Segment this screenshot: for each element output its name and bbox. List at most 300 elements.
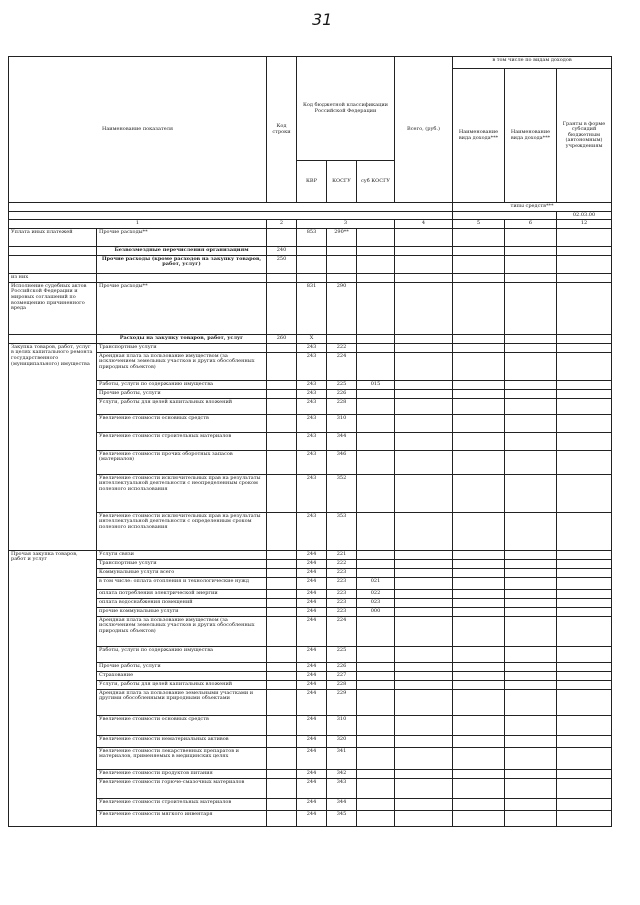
row-value-cell bbox=[505, 352, 557, 380]
header-budget-class: Код бюджетной классификации Российской Федерации bbox=[297, 57, 395, 161]
row-value-cell bbox=[557, 343, 612, 352]
row-value-cell bbox=[505, 414, 557, 432]
row-sub-kosgu bbox=[357, 512, 395, 550]
row-value-cell bbox=[557, 598, 612, 607]
table-row bbox=[9, 228, 612, 246]
table-row bbox=[9, 568, 612, 577]
row-kosgu: 224 bbox=[327, 352, 357, 380]
table-row bbox=[9, 282, 612, 334]
row-sub-kosgu bbox=[357, 255, 395, 273]
row-code bbox=[267, 646, 297, 662]
row-sub-kosgu bbox=[357, 414, 395, 432]
row-value-cell bbox=[505, 778, 557, 798]
row-value-cell bbox=[453, 273, 505, 282]
row-sub-kosgu bbox=[357, 671, 395, 680]
table-row bbox=[9, 398, 612, 414]
table-row bbox=[9, 577, 612, 589]
row-value-cell bbox=[453, 334, 505, 343]
row-code bbox=[267, 474, 297, 512]
row-code bbox=[267, 228, 297, 246]
row-value-cell bbox=[395, 398, 453, 414]
row-value-cell bbox=[453, 577, 505, 589]
row-value-cell bbox=[557, 550, 612, 559]
header-name-col: Наименование показателя bbox=[9, 57, 267, 203]
row-value-cell bbox=[453, 512, 505, 550]
row-kvr: 244 bbox=[297, 810, 327, 826]
row-value-cell bbox=[395, 474, 453, 512]
row-value-cell bbox=[453, 735, 505, 747]
row-kvr: 243 bbox=[297, 512, 327, 550]
row-value-cell bbox=[557, 646, 612, 662]
row-name: Прочие расходы** bbox=[97, 228, 267, 246]
row-sub-kosgu bbox=[357, 474, 395, 512]
row-value-cell bbox=[453, 778, 505, 798]
table-row bbox=[9, 414, 612, 432]
table-row bbox=[9, 559, 612, 568]
row-name: Страхование bbox=[97, 671, 267, 680]
row-sub-kosgu bbox=[357, 246, 395, 255]
row-kvr: 243 bbox=[297, 450, 327, 474]
row-name: Увеличение стоимости основных средств bbox=[97, 715, 267, 735]
row-value-cell bbox=[453, 282, 505, 334]
header-code-col: Код строки bbox=[267, 57, 297, 203]
row-kosgu: 344 bbox=[327, 798, 357, 810]
row-kosgu: 224 bbox=[327, 616, 357, 646]
row-value-cell bbox=[395, 798, 453, 810]
row-value-cell bbox=[505, 228, 557, 246]
row-value-cell bbox=[557, 389, 612, 398]
row-value-cell bbox=[557, 334, 612, 343]
row-sub-kosgu bbox=[357, 616, 395, 646]
row-value-cell bbox=[505, 589, 557, 598]
row-kosgu: 225 bbox=[327, 380, 357, 389]
row-value-cell bbox=[453, 798, 505, 810]
row-kvr: 244 bbox=[297, 577, 327, 589]
row-sub-kosgu bbox=[357, 334, 395, 343]
row-kvr: 244 bbox=[297, 616, 327, 646]
row-kosgu: 227 bbox=[327, 671, 357, 680]
row-kvr bbox=[297, 255, 327, 273]
row-value-cell bbox=[505, 689, 557, 715]
row-value-cell bbox=[557, 474, 612, 512]
row-value-cell bbox=[395, 735, 453, 747]
row-value-cell bbox=[453, 616, 505, 646]
row-kvr bbox=[297, 246, 327, 255]
row-sub-kosgu bbox=[357, 389, 395, 398]
row-kosgu: 341 bbox=[327, 747, 357, 769]
row-kosgu: 344 bbox=[327, 432, 357, 450]
table-row bbox=[9, 616, 612, 646]
row-value-cell bbox=[505, 450, 557, 474]
table-row bbox=[9, 598, 612, 607]
row-name: Увеличение стоимости исключительных прав на результаты интеллектуальной деятельности с неопределенным сроком полезного использования bbox=[97, 474, 267, 512]
row-value-cell bbox=[395, 598, 453, 607]
row-sub-kosgu bbox=[357, 398, 395, 414]
table-row bbox=[9, 769, 612, 778]
row-kosgu: 342 bbox=[327, 769, 357, 778]
row-sub-kosgu bbox=[357, 747, 395, 769]
row-value-cell bbox=[453, 474, 505, 512]
row-kvr: 831 bbox=[297, 282, 327, 334]
col-number: 6 bbox=[505, 220, 557, 229]
row-value-cell bbox=[557, 282, 612, 334]
row-value-cell bbox=[505, 577, 557, 589]
row-kosgu bbox=[327, 246, 357, 255]
table-row bbox=[9, 389, 612, 398]
row-value-cell bbox=[453, 598, 505, 607]
row-kvr: 244 bbox=[297, 662, 327, 671]
row-value-cell bbox=[395, 577, 453, 589]
row-value-cell bbox=[505, 598, 557, 607]
row-value-cell bbox=[453, 343, 505, 352]
row-kosgu bbox=[327, 273, 357, 282]
row-code: 250 bbox=[267, 255, 297, 273]
row-kvr bbox=[297, 273, 327, 282]
header-grants-col: Гранты в форме субсидий бюджетным (автономным) учреждениям bbox=[557, 69, 612, 203]
row-group-label bbox=[9, 255, 97, 273]
row-kosgu: 223 bbox=[327, 607, 357, 616]
row-value-cell bbox=[557, 246, 612, 255]
column-numbers-row bbox=[9, 220, 612, 229]
row-name: Услуги, работы для целей капитальных вложений bbox=[97, 680, 267, 689]
row-kvr: X bbox=[297, 334, 327, 343]
row-kvr: 244 bbox=[297, 568, 327, 577]
row-value-cell bbox=[395, 671, 453, 680]
table-row bbox=[9, 778, 612, 798]
row-sub-kosgu bbox=[357, 568, 395, 577]
row-kosgu: 221 bbox=[327, 550, 357, 559]
row-name: оплата потребления электрической энергии bbox=[97, 589, 267, 598]
row-value-cell bbox=[395, 343, 453, 352]
row-value-cell bbox=[505, 550, 557, 559]
table-row bbox=[9, 798, 612, 810]
row-code bbox=[267, 550, 297, 559]
row-value-cell bbox=[453, 559, 505, 568]
row-sub-kosgu bbox=[357, 735, 395, 747]
row-value-cell bbox=[395, 255, 453, 273]
row-value-cell bbox=[505, 246, 557, 255]
row-value-cell bbox=[395, 810, 453, 826]
row-value-cell bbox=[453, 646, 505, 662]
row-value-cell bbox=[453, 228, 505, 246]
row-group-label: Закупка товаров, работ, услуг в целях капитального ремонта государственного (муниципального) имущества bbox=[9, 343, 97, 550]
table-row bbox=[9, 680, 612, 689]
row-kosgu: 310 bbox=[327, 715, 357, 735]
table-row bbox=[9, 255, 612, 273]
row-name: оплата водоснабжения помещений bbox=[97, 598, 267, 607]
row-code bbox=[267, 352, 297, 380]
row-value-cell bbox=[453, 352, 505, 380]
table-row bbox=[9, 432, 612, 450]
row-sub-kosgu bbox=[357, 689, 395, 715]
row-value-cell bbox=[453, 671, 505, 680]
row-value-cell bbox=[557, 559, 612, 568]
row-name: Работы, услуги по содержанию имущества bbox=[97, 646, 267, 662]
row-kvr: 244 bbox=[297, 680, 327, 689]
row-value-cell bbox=[453, 450, 505, 474]
row-name: прочие коммунальные услуги bbox=[97, 607, 267, 616]
row-code bbox=[267, 662, 297, 671]
row-group-label: из них bbox=[9, 273, 97, 282]
row-kosgu: 229 bbox=[327, 689, 357, 715]
row-code bbox=[267, 778, 297, 798]
row-code bbox=[267, 747, 297, 769]
row-value-cell bbox=[453, 689, 505, 715]
row-kvr: 243 bbox=[297, 474, 327, 512]
row-name: Увеличение стоимости лекарственных препаратов и материалов, применяемых в медицинских целях bbox=[97, 747, 267, 769]
row-kvr: 244 bbox=[297, 715, 327, 735]
row-code bbox=[267, 735, 297, 747]
row-value-cell bbox=[557, 607, 612, 616]
table-row bbox=[9, 334, 612, 343]
row-sub-kosgu bbox=[357, 662, 395, 671]
row-name: Услуги, работы для целей капитальных вложений bbox=[97, 398, 267, 414]
row-value-cell bbox=[395, 512, 453, 550]
row-code bbox=[267, 282, 297, 334]
row-sub-kosgu bbox=[357, 810, 395, 826]
row-value-cell bbox=[395, 282, 453, 334]
table-row bbox=[9, 646, 612, 662]
row-value-cell bbox=[557, 671, 612, 680]
row-value-cell bbox=[395, 747, 453, 769]
row-sub-kosgu: 022 bbox=[357, 589, 395, 598]
row-code bbox=[267, 715, 297, 735]
row-value-cell bbox=[557, 769, 612, 778]
row-kosgu: 223 bbox=[327, 568, 357, 577]
row-value-cell bbox=[453, 380, 505, 389]
row-code bbox=[267, 589, 297, 598]
row-code: 260 bbox=[267, 334, 297, 343]
row-value-cell bbox=[557, 735, 612, 747]
table-row bbox=[9, 246, 612, 255]
row-value-cell bbox=[395, 715, 453, 735]
row-value-cell bbox=[505, 735, 557, 747]
table-row bbox=[9, 589, 612, 598]
row-value-cell bbox=[453, 414, 505, 432]
row-kvr: 244 bbox=[297, 671, 327, 680]
row-code bbox=[267, 577, 297, 589]
row-value-cell bbox=[395, 246, 453, 255]
table-row bbox=[9, 735, 612, 747]
row-value-cell bbox=[453, 246, 505, 255]
table-row bbox=[9, 343, 612, 352]
table-row bbox=[9, 689, 612, 715]
row-kvr: 244 bbox=[297, 798, 327, 810]
row-value-cell bbox=[505, 334, 557, 343]
row-value-cell bbox=[505, 273, 557, 282]
header-income-type-2: Наименование вида дохода*** bbox=[505, 69, 557, 203]
row-kosgu bbox=[327, 334, 357, 343]
header-incl-label: в том числе по видам доходов bbox=[453, 57, 612, 69]
col-number: 12 bbox=[557, 220, 612, 229]
row-name: Арендная плата за пользование имуществом (за исключением земельных участков и других обособленных природных объектов) bbox=[97, 352, 267, 380]
header-sub-kosgu: суб КОСГУ bbox=[357, 161, 395, 203]
row-value-cell bbox=[557, 798, 612, 810]
row-code bbox=[267, 389, 297, 398]
row-kosgu: 223 bbox=[327, 598, 357, 607]
col-number: 2 bbox=[267, 220, 297, 229]
row-sub-kosgu bbox=[357, 432, 395, 450]
row-kvr: 244 bbox=[297, 735, 327, 747]
row-sub-kosgu bbox=[357, 559, 395, 568]
row-kosgu: 226 bbox=[327, 662, 357, 671]
table-row bbox=[9, 512, 612, 550]
row-kosgu: 310 bbox=[327, 414, 357, 432]
row-value-cell bbox=[395, 607, 453, 616]
row-value-cell bbox=[557, 380, 612, 389]
row-value-cell bbox=[505, 568, 557, 577]
row-code bbox=[267, 616, 297, 646]
row-code: 240 bbox=[267, 246, 297, 255]
row-name: Увеличение стоимости строительных материалов bbox=[97, 432, 267, 450]
row-value-cell bbox=[453, 662, 505, 671]
row-group-label bbox=[9, 246, 97, 255]
row-code bbox=[267, 432, 297, 450]
row-name: Увеличение стоимости продуктов питания bbox=[97, 769, 267, 778]
row-value-cell bbox=[557, 577, 612, 589]
row-value-cell bbox=[395, 568, 453, 577]
table-row bbox=[9, 474, 612, 512]
row-value-cell bbox=[395, 414, 453, 432]
row-code bbox=[267, 398, 297, 414]
row-value-cell bbox=[557, 255, 612, 273]
row-sub-kosgu bbox=[357, 680, 395, 689]
row-name: Увеличение стоимости мягкого инвентаря bbox=[97, 810, 267, 826]
row-value-cell bbox=[557, 398, 612, 414]
row-value-cell bbox=[395, 589, 453, 598]
row-sub-kosgu bbox=[357, 352, 395, 380]
row-sub-kosgu bbox=[357, 778, 395, 798]
row-name: в том числе: оплата отопления и технологические нужд bbox=[97, 577, 267, 589]
row-value-cell bbox=[557, 512, 612, 550]
row-sub-kosgu bbox=[357, 646, 395, 662]
row-name: Увеличение стоимости горюче-смазочных материалов bbox=[97, 778, 267, 798]
row-value-cell bbox=[453, 550, 505, 559]
row-value-cell bbox=[395, 616, 453, 646]
row-value-cell bbox=[505, 662, 557, 671]
row-name: Увеличение стоимости основных средств bbox=[97, 414, 267, 432]
row-name: Увеличение стоимости прочих оборотных запасов (материалов) bbox=[97, 450, 267, 474]
row-value-cell bbox=[557, 414, 612, 432]
table-row bbox=[9, 607, 612, 616]
row-kosgu: 223 bbox=[327, 589, 357, 598]
row-code bbox=[267, 607, 297, 616]
row-value-cell bbox=[453, 769, 505, 778]
table-row bbox=[9, 380, 612, 389]
row-value-cell bbox=[453, 389, 505, 398]
row-group-label: Прочая закупка товаров, работ и услуг bbox=[9, 550, 97, 826]
row-kvr: 244 bbox=[297, 778, 327, 798]
row-name: Увеличение стоимости исключительных прав на результаты интеллектуальной деятельности с определенным сроком полезного использования bbox=[97, 512, 267, 550]
row-value-cell bbox=[505, 680, 557, 689]
row-kvr: 244 bbox=[297, 550, 327, 559]
row-code bbox=[267, 414, 297, 432]
row-sub-kosgu bbox=[357, 715, 395, 735]
row-value-cell bbox=[557, 228, 612, 246]
row-group-label bbox=[9, 334, 97, 343]
col-number: 3 bbox=[297, 220, 395, 229]
row-kvr: 243 bbox=[297, 380, 327, 389]
row-kosgu bbox=[327, 255, 357, 273]
row-code bbox=[267, 680, 297, 689]
row-kvr: 244 bbox=[297, 559, 327, 568]
row-code bbox=[267, 689, 297, 715]
row-kvr: 244 bbox=[297, 589, 327, 598]
row-value-cell bbox=[505, 715, 557, 735]
header-kvr: КВР bbox=[297, 161, 327, 203]
row-kosgu: 352 bbox=[327, 474, 357, 512]
col-number: 1 bbox=[9, 220, 267, 229]
row-kvr: 243 bbox=[297, 389, 327, 398]
row-value-cell bbox=[505, 747, 557, 769]
row-value-cell bbox=[557, 589, 612, 598]
row-kosgu: 290 bbox=[327, 282, 357, 334]
table-row bbox=[9, 273, 612, 282]
row-value-cell bbox=[505, 389, 557, 398]
row-sub-kosgu bbox=[357, 273, 395, 282]
header-funds-code: 02.03.00 bbox=[557, 211, 612, 220]
row-kosgu: 343 bbox=[327, 778, 357, 798]
row-sub-kosgu bbox=[357, 228, 395, 246]
row-kosgu: 320 bbox=[327, 735, 357, 747]
row-kvr: 243 bbox=[297, 398, 327, 414]
row-kosgu: 223 bbox=[327, 577, 357, 589]
row-kosgu: 225 bbox=[327, 646, 357, 662]
row-kvr: 243 bbox=[297, 343, 327, 352]
header-income-type-1: Наименование вида дохода*** bbox=[453, 69, 505, 203]
row-sub-kosgu bbox=[357, 343, 395, 352]
row-value-cell bbox=[557, 747, 612, 769]
row-kvr: 244 bbox=[297, 747, 327, 769]
row-value-cell bbox=[453, 398, 505, 414]
row-value-cell bbox=[395, 228, 453, 246]
row-code bbox=[267, 343, 297, 352]
row-name: Арендная плата за пользование имуществом (за исключением земельных участков и других обособленных природных объектов) bbox=[97, 616, 267, 646]
row-value-cell bbox=[395, 273, 453, 282]
row-value-cell bbox=[453, 255, 505, 273]
row-value-cell bbox=[395, 662, 453, 671]
row-value-cell bbox=[395, 352, 453, 380]
row-kosgu: 345 bbox=[327, 810, 357, 826]
row-value-cell bbox=[505, 282, 557, 334]
row-value-cell bbox=[505, 616, 557, 646]
row-name: Прочие работы, услуги bbox=[97, 662, 267, 671]
row-value-cell bbox=[557, 352, 612, 380]
row-value-cell bbox=[453, 607, 505, 616]
table-row bbox=[9, 671, 612, 680]
row-value-cell bbox=[505, 380, 557, 389]
row-value-cell bbox=[395, 769, 453, 778]
row-value-cell bbox=[557, 662, 612, 671]
row-code bbox=[267, 798, 297, 810]
row-name: Арендная плата за пользование земельными участками и другими обособленными природными объектами bbox=[97, 689, 267, 715]
row-value-cell bbox=[505, 343, 557, 352]
header-kosgu: КОСГУ bbox=[327, 161, 357, 203]
row-code bbox=[267, 769, 297, 778]
row-value-cell bbox=[453, 432, 505, 450]
row-code bbox=[267, 380, 297, 389]
row-value-cell bbox=[557, 568, 612, 577]
row-value-cell bbox=[505, 769, 557, 778]
row-code bbox=[267, 273, 297, 282]
row-value-cell bbox=[395, 550, 453, 559]
row-sub-kosgu bbox=[357, 769, 395, 778]
col-number: 5 bbox=[453, 220, 505, 229]
row-name: Безвозмездные перечисления организациям bbox=[97, 246, 267, 255]
row-name: Работы, услуги по содержанию имущества bbox=[97, 380, 267, 389]
row-code bbox=[267, 671, 297, 680]
row-sub-kosgu: 015 bbox=[357, 380, 395, 389]
